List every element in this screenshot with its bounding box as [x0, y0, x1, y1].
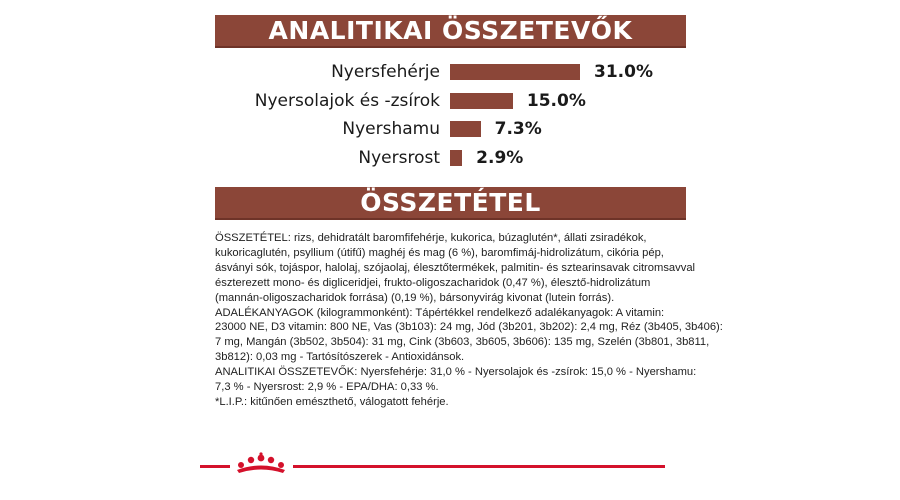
composition-title: ÖSSZETÉTEL	[360, 188, 541, 217]
composition-line: észterezett mono- és digliceridjei, frukto-oligoszacharidok (0,47 %), élesztő-hidrolizátum	[215, 276, 651, 289]
chart-category-label: Nyersfehérje	[331, 62, 440, 82]
chart-row	[0, 89, 900, 115]
chart-category-label: Nyersolajok és -zsírok	[254, 90, 440, 111]
composition-line: 7,3 % - Nyersrost: 2,9 % - EPA/DHA: 0,33 %.	[215, 381, 439, 394]
composition-line: ÖSSZETÉTEL: rizs, dehidratált baromfifehérje, kukorica, búzaglutén*, állati zsiradékok,	[215, 232, 647, 244]
composition-line: 23000 NE, D3 vitamin: 800 NE, Vas (3b103): 24 mg, Jód (3b201, 3b202): 2,4 mg, Réz (3b405, 3b406):	[215, 321, 723, 334]
chart-value-label: 31.0%	[594, 62, 653, 82]
chart-bar	[450, 93, 513, 109]
royal-canin-crown-icon	[231, 452, 291, 476]
chart-value-label: 15.0%	[526, 90, 586, 111]
chart-bar	[450, 121, 481, 137]
analytics-header-banner	[215, 15, 686, 48]
chart-row	[0, 60, 900, 86]
composition-line: 7 mg, Mangán (3b502, 3b504): 31 mg, Cink (3b603, 3b605, 3b606): 135 mg, Szelén (3b801, 3b811,	[215, 336, 710, 349]
chart-value-label: 2.9%	[476, 147, 524, 168]
chart-category-label: Nyershamu	[342, 119, 440, 139]
analytics-title: ANALITIKAI ÖSSZETEVŐK	[268, 16, 633, 45]
composition-header-banner	[215, 187, 686, 220]
composition-line: ADALÉKANYAGOK (kilogrammonként): Tápértékkel rendelkező adalékanyagok: A vitamin:	[215, 306, 665, 319]
composition-line: 3b812): 0,03 mg - Tartósítószerek - Antioxidánsok.	[215, 351, 465, 364]
chart-bar	[450, 150, 462, 166]
footer-line-right	[293, 465, 665, 468]
chart-bar	[450, 64, 580, 80]
composition-line: ásványi sók, tojáspor, halolaj, szójaolaj, élesztőtermékek, palmitin- és sztearinsavak citromsavval	[215, 261, 696, 274]
chart-value-label: 7.3%	[494, 119, 542, 139]
composition-line: (mannán-oligoszacharidok forrása) (0,19 %), bársonyvirág kivonat (lutein forrás).	[215, 291, 615, 304]
chart-row	[0, 117, 900, 143]
chart-row	[0, 146, 900, 172]
composition-line: kukoricaglutén, psyllium (útifű) maghéj és mag (6 %), baromfimáj-hidrolizátum, cikória pép,	[215, 246, 664, 259]
chart-category-label: Nyersrost	[358, 147, 440, 168]
composition-line: ANALITIKAI ÖSSZETEVŐK: Nyersfehérje: 31,0 % - Nyersolajok és -zsírok: 15,0 % - Nyershamu:	[215, 366, 697, 379]
footer-line-left	[200, 465, 230, 468]
composition-text	[215, 231, 723, 410]
composition-line: *L.I.P.: kitűnően emészthető, válogatott fehérje.	[215, 395, 449, 408]
